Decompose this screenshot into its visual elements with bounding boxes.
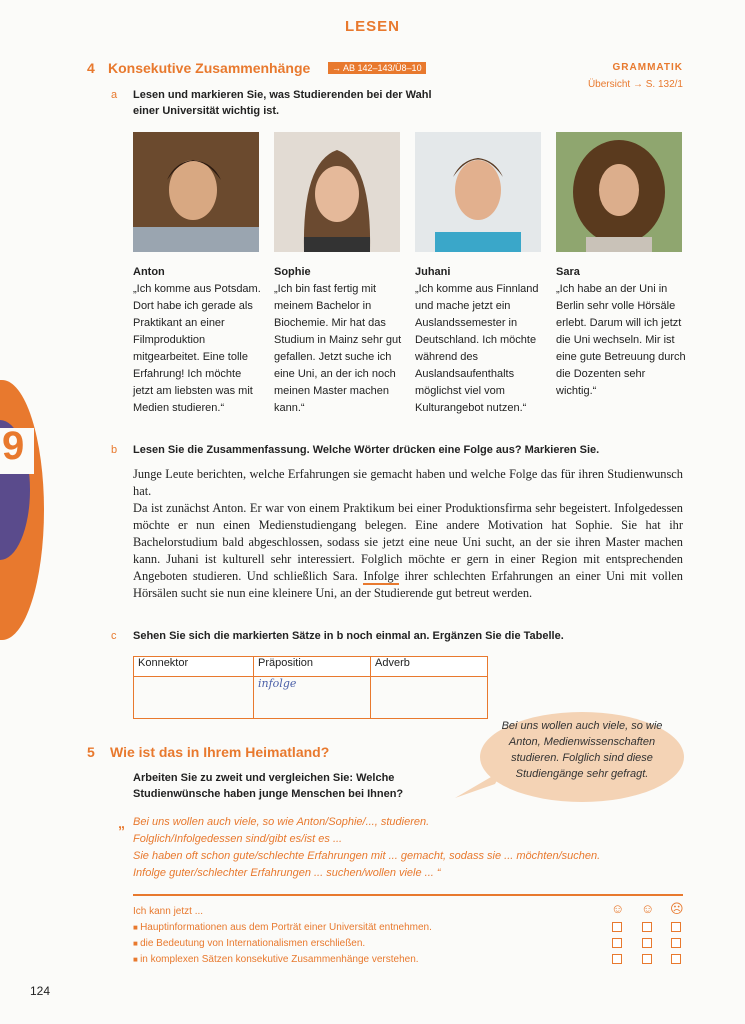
juhani-name: Juhani	[415, 266, 451, 278]
phrase-2: Folglich/Infolgedessen sind/gibt es/ist es ...	[133, 833, 343, 845]
chapter-number: 9	[2, 424, 25, 468]
task-b-instruction: Lesen Sie die Zusammenfassung. Welche Wörter drücken eine Folge aus? Markieren Sie.	[133, 444, 600, 456]
happy-smiley-icon: ☺	[611, 901, 625, 916]
column-adverb: Adverb	[371, 657, 488, 677]
page-number: 124	[30, 984, 51, 998]
neutral-smiley-icon: ☺	[641, 901, 655, 916]
grammar-label: GRAMMATIK	[612, 62, 683, 73]
quote-mark: „	[118, 815, 125, 831]
summary-paragraph-2: Da ist zunächst Anton. Er war von einem Praktikum bei einer Produktionsfirma sehr begeistert. Infolgedessen möchte er nun einen Medienstudiengang belegen. Eine andere Motivation hat Sophie. Sie hat ihr Bachelorstudium bald abgeschlossen, sodass sie jetzt eine neue Uni sucht, an der sie ihren Master machen kann. Juhani ist kulturell sehr interessiert. Folglich möchte er gern in einer Region mit entsprechenden Angeboten studieren. Und schließlich Sara. Infolge ihrer schlechten Erfahrungen an einer Uni mit vollen Hörsälen sucht sie nun eine kleinere Uni, an der Studierende gut betreut werden.	[133, 501, 683, 600]
checkbox-3-good[interactable]	[612, 954, 622, 964]
can-do-item-1: ■ Hauptinformationen aus dem Porträt einer Universität entnehmen.	[133, 920, 613, 936]
sara-bio	[556, 264, 686, 400]
anton-name: Anton	[133, 266, 165, 278]
can-do-heading: Ich kann jetzt ...	[133, 906, 204, 917]
adverb-cell[interactable]	[371, 677, 488, 719]
checkbox-2-good[interactable]	[612, 938, 622, 948]
can-do-item-3: ■ in komplexen Sätzen konsekutive Zusammenhänge verstehen.	[133, 952, 613, 968]
column-konnektor: Konnektor	[134, 657, 254, 677]
sara-photo	[556, 132, 682, 252]
can-do-list	[133, 904, 613, 968]
connector-table	[133, 656, 488, 719]
konnektor-cell[interactable]	[134, 677, 254, 719]
can-do-item-2: ■ die Bedeutung von Internationalismen erschließen.	[133, 936, 613, 952]
praeposition-cell[interactable]	[254, 677, 371, 719]
workbook-reference: → AB 142–143/Ü8–10	[328, 62, 426, 74]
task-c-instruction: Sehen Sie sich die markierten Sätze in b noch einmal an. Ergänzen Sie die Tabelle.	[133, 630, 564, 642]
phrase-1: Bei uns wollen auch viele, so wie Anton/Sophie/..., studieren.	[133, 816, 430, 828]
anton-photo	[133, 132, 259, 252]
divider	[133, 894, 683, 896]
sophie-bio	[274, 264, 404, 417]
juhani-bio	[415, 264, 545, 417]
grammar-reference: Übersicht → S. 132/1	[587, 79, 683, 90]
exercise-4-number: 4	[87, 60, 95, 76]
phrase-4: Infolge guter/schlechter Erfahrungen ... suchen/wollen viele ... “	[133, 867, 441, 879]
speech-bubble-text: Bei uns wollen auch viele, so wie Anton, Medienwissenschaften studieren. Folglich sind diese Studiengänge sehr gefragt.	[501, 720, 663, 780]
anton-bio	[133, 264, 263, 417]
exercise-5-instruction: Arbeiten Sie zu zweit und vergleichen Sie: Welche Studienwünsche haben junge Menschen bei Ihnen?	[133, 772, 404, 800]
task-c-letter: c	[111, 630, 117, 642]
marked-word: Infolge	[363, 569, 400, 583]
checkbox-1-good[interactable]	[612, 922, 622, 932]
checkbox-3-bad[interactable]	[671, 954, 681, 964]
handwritten-answer: infolge	[258, 677, 297, 690]
checkbox-2-ok[interactable]	[642, 938, 652, 948]
checkbox-1-bad[interactable]	[671, 922, 681, 932]
sophie-name: Sophie	[274, 266, 311, 278]
sophie-photo	[274, 132, 400, 252]
task-b-letter: b	[111, 444, 118, 456]
task-a-letter: a	[111, 89, 118, 101]
phrase-list	[133, 814, 693, 882]
section-title: LESEN	[344, 18, 400, 35]
sophie-quote: „Ich bin fast fertig mit meinem Bachelor in Biochemie. Mir hat das Studium in Mainz sehr gut gefallen. Jetzt suche ich eine Uni, an der ich noch meinen Master machen kann.“	[274, 283, 402, 414]
sara-quote: „Ich habe an der Uni in Berlin sehr volle Hörsäle erlebt. Darum will ich jetzt die Uni wechseln. Mir ist eine gute Betreuung durch die Dozenten sehr wichtig.“	[556, 283, 686, 397]
task-a-instruction: Lesen und markieren Sie, was Studierenden bei der Wahl einer Universität wichtig ist.	[133, 89, 432, 117]
summary-text	[133, 466, 683, 602]
juhani-photo	[415, 132, 541, 252]
checkbox-1-ok[interactable]	[642, 922, 652, 932]
exercise-5-number: 5	[87, 744, 95, 760]
exercise-4-title: Konsekutive Zusammenhänge	[108, 60, 311, 76]
juhani-quote: „Ich komme aus Finnland und mache jetzt ein Auslandssemester in Deutschland. Ich möchte während des Auslandsaufenthalts möglichst viel vom Kulturangebot nutzen.“	[415, 283, 539, 414]
checkbox-2-bad[interactable]	[671, 938, 681, 948]
sara-name: Sara	[556, 266, 580, 278]
summary-paragraph-1: Junge Leute berichten, welche Erfahrungen sie gemacht haben und welche Folge das für ihren Studienwunsch hat.	[133, 467, 683, 498]
exercise-5-title: Wie ist das in Ihrem Heimatland?	[110, 744, 330, 760]
checkbox-3-ok[interactable]	[642, 954, 652, 964]
phrase-3: Sie haben oft schon gute/schlechte Erfahrungen mit ... gemacht, sodass sie ... möchten/suchen.	[133, 850, 601, 862]
column-praeposition: Präposition	[254, 657, 371, 677]
anton-quote: „Ich komme aus Potsdam. Dort habe ich gerade als Praktikant an einer Filmproduktion mitgearbeitet. Eine tolle Erfahrung! Ich möchte jetzt am liebsten was mit Medien studieren.“	[133, 283, 261, 414]
sad-smiley-icon: ☹	[670, 901, 684, 916]
